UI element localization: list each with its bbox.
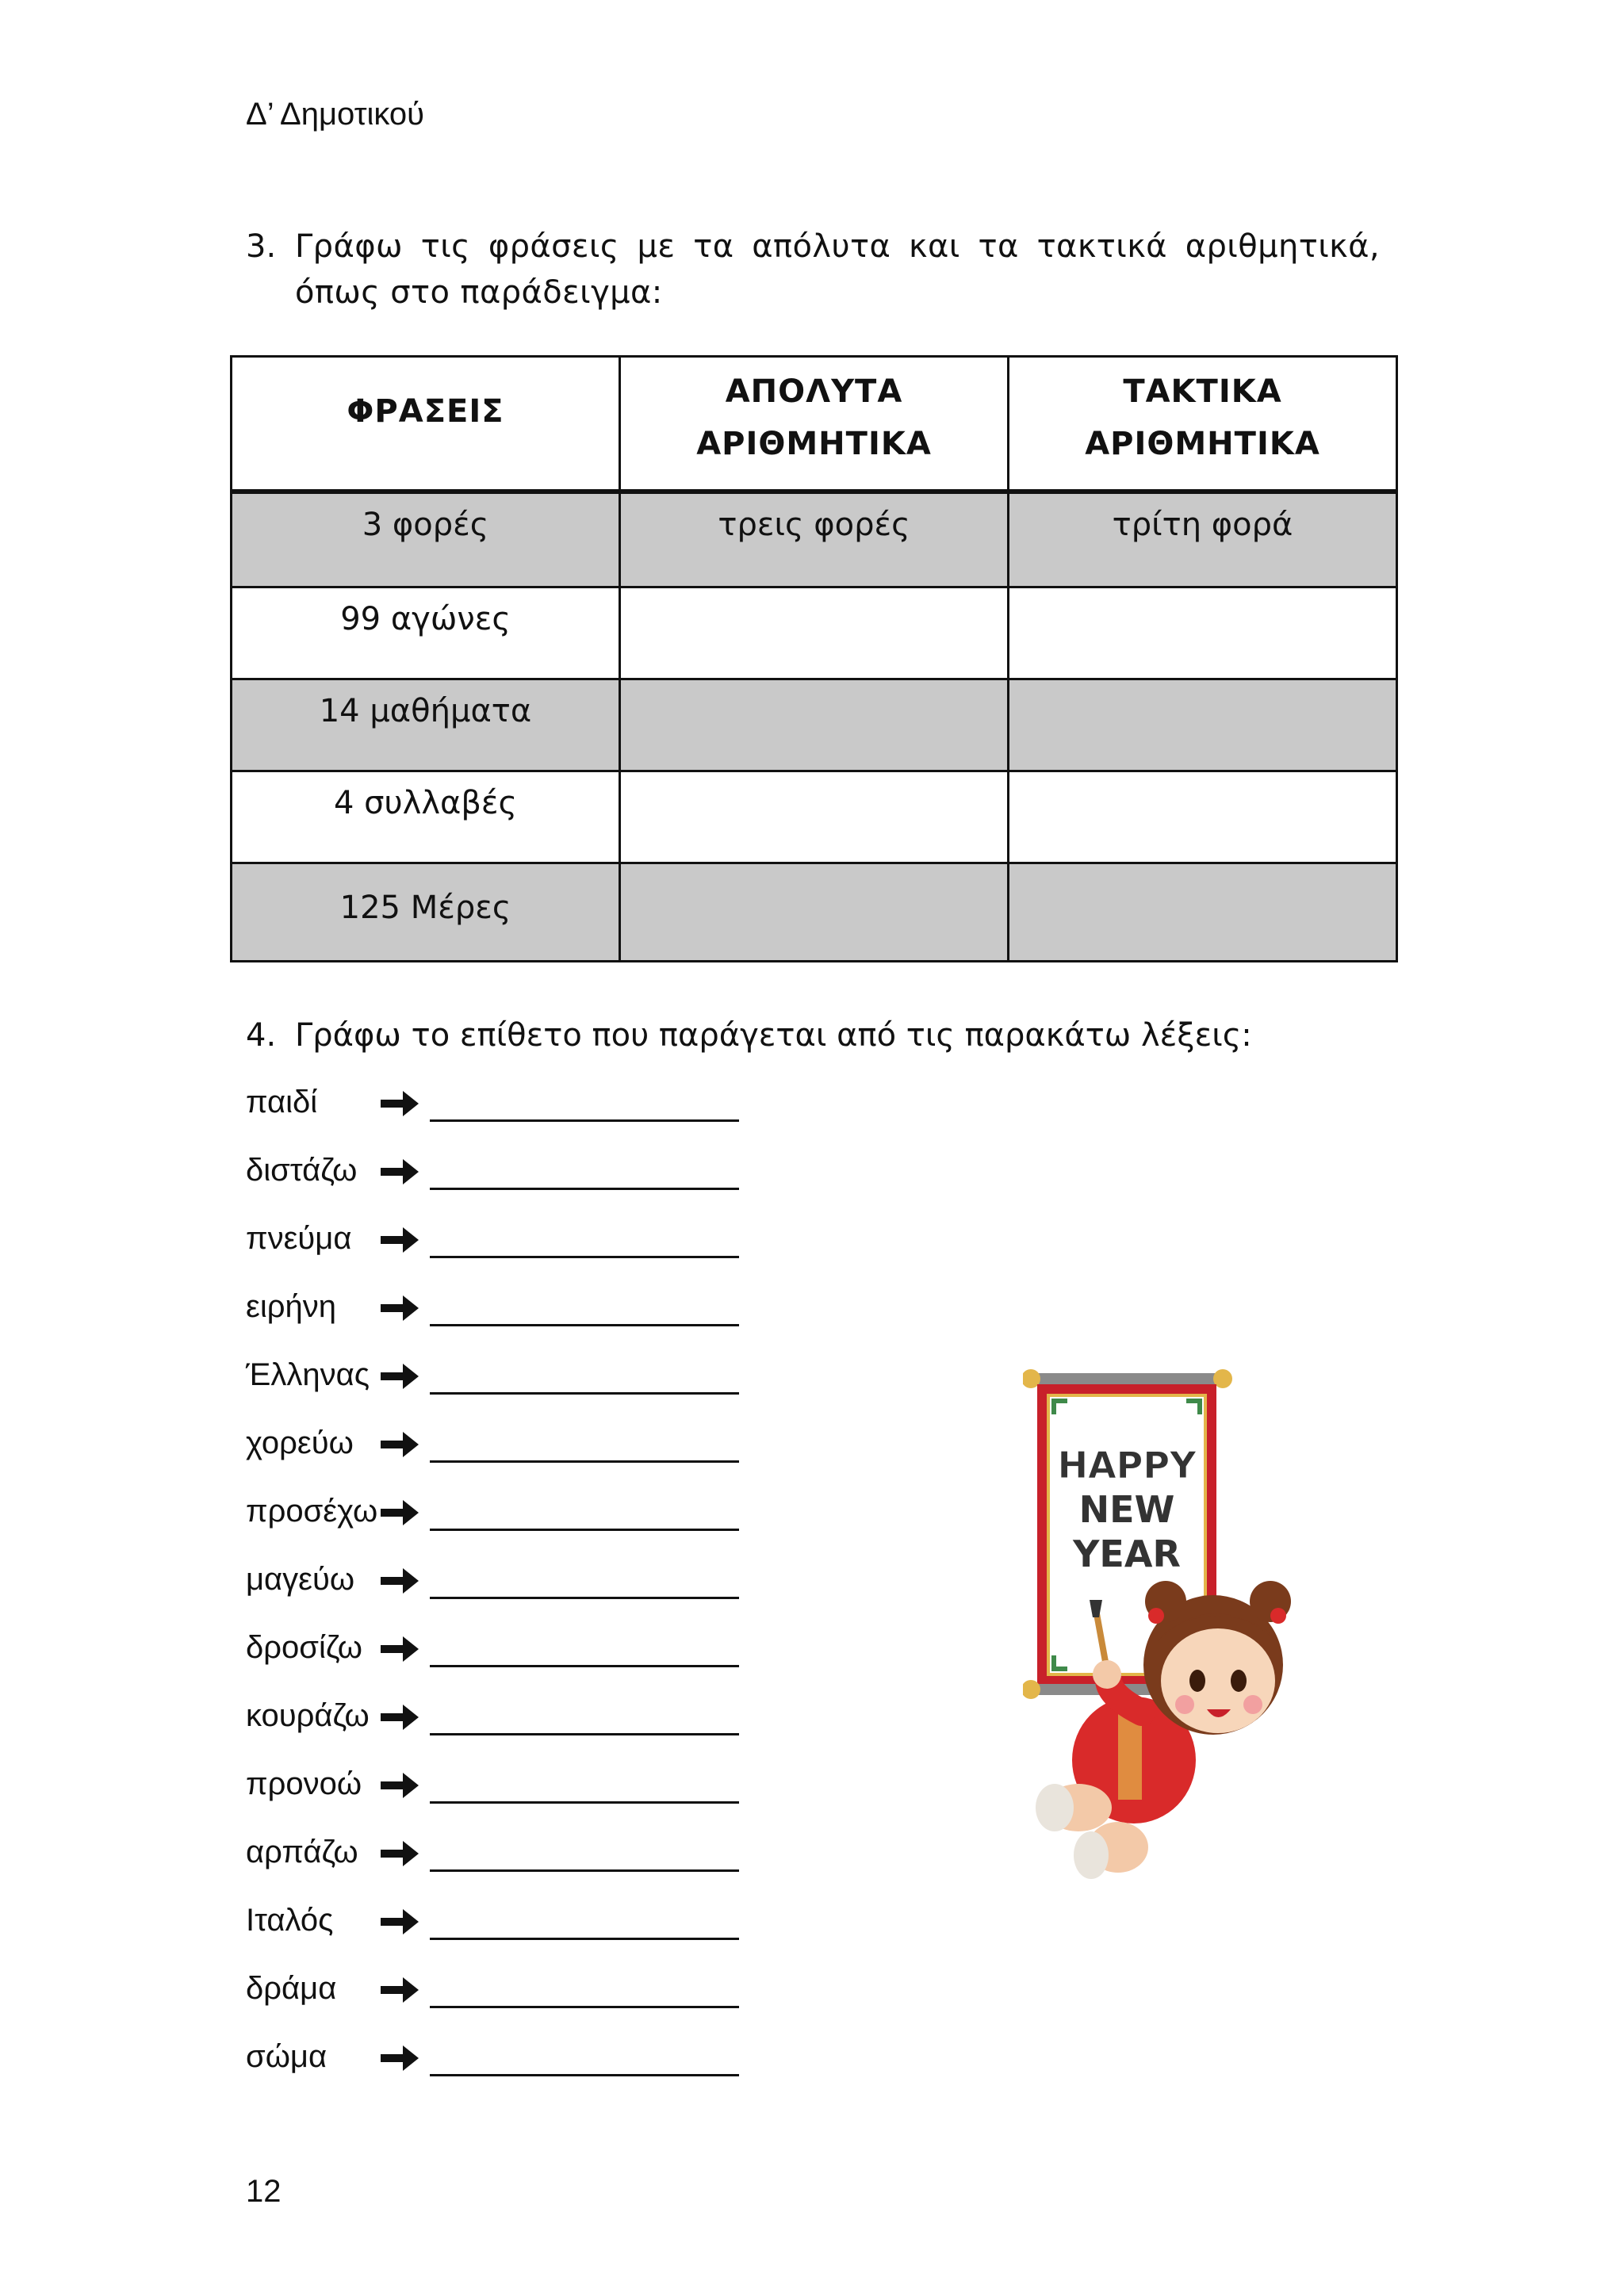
scroll-text-line-3: YEAR (1073, 1533, 1181, 1575)
source-word: παιδί (246, 1085, 318, 1119)
cardinal-cell[interactable] (620, 587, 1009, 679)
source-word: διστάζω (246, 1153, 358, 1188)
task-3-number: 3. (246, 228, 277, 265)
answer-blank[interactable] (430, 1256, 739, 1258)
cardinal-cell[interactable] (620, 679, 1009, 771)
task-3 (246, 224, 1380, 316)
right-arrow-icon (379, 1974, 420, 2006)
source-word: μαγεύω (246, 1562, 355, 1597)
table-row (232, 492, 1397, 587)
source-word: χορεύω (246, 1425, 354, 1460)
task-4 (246, 1017, 1252, 1054)
answer-blank[interactable] (430, 1324, 739, 1326)
scroll-text-line-1: HAPPY (1057, 1444, 1197, 1487)
answer-blank[interactable] (430, 1529, 739, 1531)
word-row (246, 1281, 801, 1349)
answer-blank[interactable] (430, 1801, 739, 1804)
right-arrow-icon (379, 1633, 420, 1665)
right-arrow-icon (379, 1770, 420, 1801)
ordinal-cell[interactable]: τρίτη φορά (1009, 492, 1397, 587)
source-word: προνοώ (246, 1766, 362, 1801)
word-row (246, 1349, 801, 1418)
right-arrow-icon (379, 1224, 420, 1256)
word-row (246, 1963, 801, 2031)
phrase-cell: 3 φορές (232, 492, 620, 587)
right-arrow-icon (379, 1906, 420, 1938)
answer-blank[interactable] (430, 1460, 739, 1463)
table-header-row (232, 357, 1397, 492)
cardinal-cell[interactable]: τρεις φορές (620, 492, 1009, 587)
right-arrow-icon (379, 1701, 420, 1733)
right-arrow-icon (379, 2042, 420, 2074)
happy-new-year-illustration (1023, 1364, 1324, 1887)
right-arrow-icon (379, 1156, 420, 1188)
word-row (246, 1077, 801, 1145)
scroll-text-line-2: NEW (1078, 1488, 1175, 1531)
answer-blank[interactable] (430, 1665, 739, 1667)
task-3-instruction: Γράφω τις φράσεις με τα απόλυτα και τα τακτικά αριθμητικά, όπως στο παράδειγμα: (295, 228, 1380, 311)
answer-blank[interactable] (430, 2006, 739, 2008)
phrase-cell: 4 συλλαβές (232, 771, 620, 863)
word-row (246, 1622, 801, 1690)
phrase-cell: 99 αγώνες (232, 587, 620, 679)
source-word: ειρήνη (246, 1289, 336, 1324)
word-row (246, 1690, 801, 1758)
source-word: Ιταλός (246, 1903, 334, 1938)
page-number: 12 (246, 2174, 282, 2209)
word-row (246, 1827, 801, 1895)
right-arrow-icon (379, 1292, 420, 1324)
grade-header: Δ’ Δημοτικού (246, 97, 425, 132)
word-row (246, 2031, 801, 2099)
answer-blank[interactable] (430, 1733, 739, 1735)
ordinal-cell[interactable] (1009, 863, 1397, 961)
numerals-table (230, 355, 1398, 962)
answer-blank[interactable] (430, 1938, 739, 1940)
right-arrow-icon (379, 1088, 420, 1119)
task-4-instruction: Γράφω το επίθετο που παράγεται από τις παρακάτω λέξεις: (295, 1017, 1252, 1054)
answer-blank[interactable] (430, 1392, 739, 1395)
word-row (246, 1554, 801, 1622)
word-row (246, 1145, 801, 1213)
table-row (232, 679, 1397, 771)
answer-blank[interactable] (430, 1188, 739, 1190)
source-word: αρπάζω (246, 1835, 358, 1869)
source-word: δράμα (246, 1971, 337, 2006)
source-word: σώμα (246, 2039, 327, 2074)
ordinal-cell[interactable] (1009, 587, 1397, 679)
right-arrow-icon (379, 1429, 420, 1460)
word-row (246, 1213, 801, 1281)
answer-blank[interactable] (430, 1597, 739, 1599)
cardinal-cell[interactable] (620, 771, 1009, 863)
source-word: προσέχω (246, 1494, 378, 1529)
answer-blank[interactable] (430, 1869, 739, 1872)
word-row (246, 1418, 801, 1486)
answer-blank[interactable] (430, 2074, 739, 2076)
table-row (232, 587, 1397, 679)
source-word: κουράζω (246, 1698, 370, 1733)
table-row (232, 863, 1397, 961)
header-cardinal: ΑΠΟΛΥΤΑ ΑΡΙΘΜΗΤΙΚΑ (620, 357, 1009, 492)
source-word: δροσίζω (246, 1630, 363, 1665)
table-row (232, 771, 1397, 863)
source-word: Έλληνας (246, 1357, 370, 1392)
word-row (246, 1758, 801, 1827)
word-row (246, 1895, 801, 1963)
right-arrow-icon (379, 1497, 420, 1529)
ordinal-cell[interactable] (1009, 679, 1397, 771)
phrase-cell: 125 Μέρες (232, 863, 620, 961)
task-4-number: 4. (246, 1017, 277, 1054)
source-word: πνεύμα (246, 1221, 352, 1256)
phrase-cell: 14 μαθήματα (232, 679, 620, 771)
cardinal-cell[interactable] (620, 863, 1009, 961)
word-row (246, 1486, 801, 1554)
right-arrow-icon (379, 1565, 420, 1597)
ordinal-cell[interactable] (1009, 771, 1397, 863)
right-arrow-icon (379, 1838, 420, 1869)
right-arrow-icon (379, 1360, 420, 1392)
header-phrases: ΦΡΑΣΕΙΣ (232, 357, 620, 492)
header-ordinal: ΤΑΚΤΙΚΑ ΑΡΙΘΜΗΤΙΚΑ (1009, 357, 1397, 492)
answer-blank[interactable] (430, 1119, 739, 1122)
